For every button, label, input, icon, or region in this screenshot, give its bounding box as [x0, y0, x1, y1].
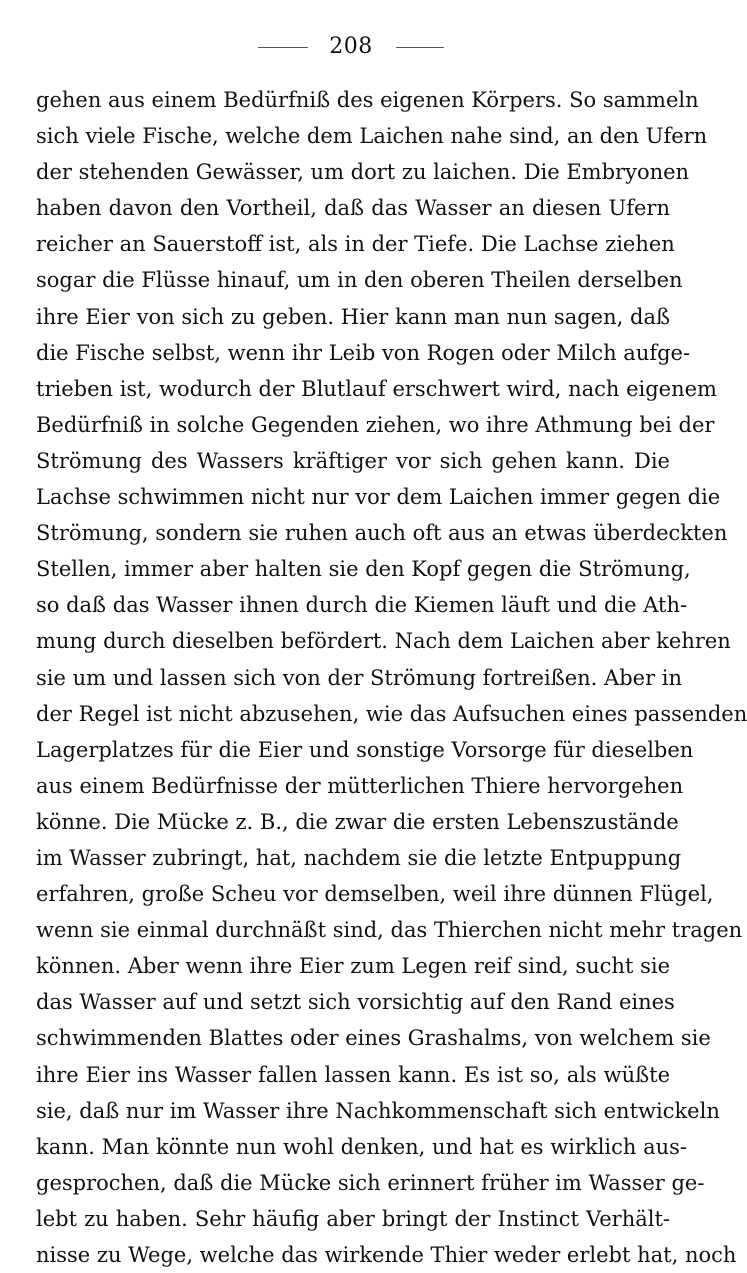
text-line: im Wasser zubringt, hat, nachdem sie die letzte Entpuppung: [36, 845, 682, 870]
text-line: Bedürfniß in solche Gegenden ziehen, wo ihre Athmung bei der: [36, 412, 715, 437]
text-line: sie um und lassen sich von der Strömung fortreißen. Aber in: [36, 665, 683, 690]
text-line: so daß das Wasser ihnen durch die Kiemen läuft und die Ath-: [36, 593, 688, 618]
text-line: können. Aber wenn ihre Eier zum Legen reif sind, sucht sie: [36, 954, 670, 979]
text-line: das Wasser auf und setzt sich vorsichtig auf den Rand eines: [36, 990, 675, 1015]
text-line: erfahren, große Scheu vor demselben, weil ihre dünnen Flügel,: [36, 882, 714, 907]
text-line: reicher an Sauerstoff ist, als in der Tiefe. Die Lachse ziehen: [36, 232, 675, 257]
text-line: kann. Man könnte nun wohl denken, und hat es wirklich aus-: [36, 1134, 688, 1159]
text-line: sich viele Fische, welche dem Laichen nahe sind, an den Ufern: [36, 124, 708, 149]
text-line: nisse zu Wege, welche das wirkende Thier weder erlebt hat, noch: [36, 1243, 737, 1267]
text-line: der stehenden Gewässer, um dort zu laichen. Die Embryonen: [36, 160, 690, 185]
page-number: 208: [329, 34, 373, 59]
header-rule-right: [396, 47, 444, 48]
text-line: aus einem Bedürfnisse der mütterlichen Thiere hervorgehen: [36, 773, 684, 798]
body-text: [36, 82, 747, 1273]
text-line: trieben ist, wodurch der Blutlauf erschwert wird, nach eigenem: [36, 376, 717, 401]
text-line: Lachse schwimmen nicht nur vor dem Laichen immer gegen die: [36, 485, 721, 510]
page-header: [0, 30, 697, 64]
text-line: sogar die Flüsse hinauf, um in den oberen Theilen derselben: [36, 268, 683, 293]
text-line: lebt zu haben. Sehr häufig aber bringt der Instinct Verhält-: [36, 1206, 670, 1231]
text-line: Lagerplatzes für die Eier und sonstige Vorsorge für dieselben: [36, 737, 694, 762]
text-line: gehen aus einem Bedürfniß des eigenen Körpers. So sammeln: [36, 88, 699, 112]
text-line: wenn sie einmal durchnäßt sind, das Thierchen nicht mehr tragen: [36, 918, 743, 943]
text-line: die Fische selbst, wenn ihr Leib von Rogen oder Milch aufge-: [36, 340, 691, 365]
text-line: könne. Die Mücke z. B., die zwar die ersten Lebenszustände: [36, 809, 679, 834]
text-line: ihre Eier von sich zu geben. Hier kann man nun sagen, daß: [36, 304, 670, 329]
text-line: mung durch dieselben befördert. Nach dem Laichen aber kehren: [36, 629, 731, 654]
text-line: haben davon den Vortheil, daß das Wasser an diesen Ufern: [36, 196, 670, 221]
header-rule-left: [258, 47, 308, 48]
text-line: der Regel ist nicht abzusehen, wie das Aufsuchen eines passenden: [36, 701, 747, 726]
text-line: Stellen, immer aber halten sie den Kopf gegen die Strömung,: [36, 557, 691, 582]
text-line: Strömung des Wassers kräftiger vor sich gehen kann. Die: [36, 448, 670, 473]
text-line: ihre Eier ins Wasser fallen lassen kann. Es ist so, als wüßte: [36, 1062, 670, 1087]
text-line: Strömung, sondern sie ruhen auch oft aus an etwas überdeckten: [36, 521, 728, 546]
text-line: sie, daß nur im Wasser ihre Nachkommenschaft sich entwickeln: [36, 1098, 720, 1123]
text-line: gesprochen, daß die Mücke sich erinnert früher im Wasser ge-: [36, 1170, 705, 1195]
text-line: schwimmenden Blattes oder eines Grashalms, von welchem sie: [36, 1026, 711, 1051]
